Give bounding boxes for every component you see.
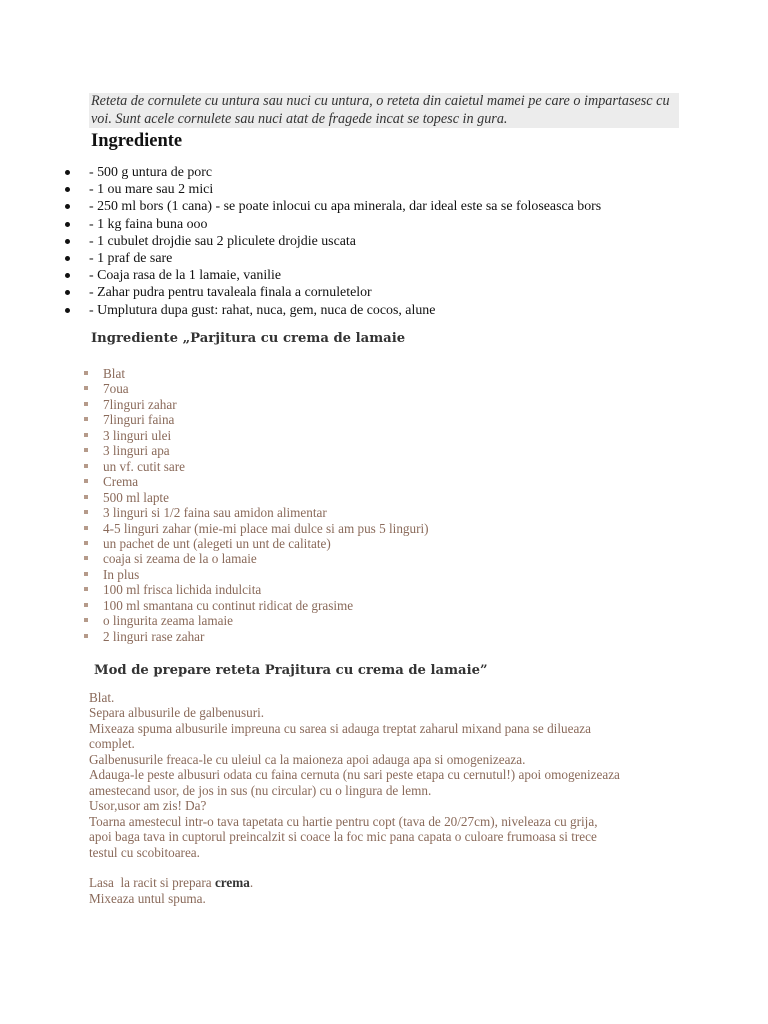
preparation-line: Galbenusurile freaca-le cu uleiul ca la maioneza apoi adauga apa si omogenizeaza. xyxy=(89,751,526,767)
cake-ingredient-item xyxy=(0,629,429,644)
cake-ingredients-heading: Ingrediente „Parjitura cu crema de lamaie xyxy=(91,331,406,346)
cake-ingredient-text: un vf. cutit sare xyxy=(103,458,186,474)
square-bullet-icon xyxy=(84,587,88,591)
ingredient-text: - 250 ml bors (1 cana) - se poate inlocui cu apa minerala, dar ideal este sa se foloseasca bors xyxy=(89,199,602,215)
square-bullet-icon xyxy=(84,572,88,576)
bullet-icon xyxy=(65,222,70,227)
crema-line xyxy=(89,875,689,890)
cake-ingredient-text: o lingurita zeama lamaie xyxy=(103,613,233,629)
cake-ingredient-item xyxy=(0,428,429,443)
preparation-line: testul cu scobitoarea. xyxy=(89,844,200,860)
preparation-line: Adauga-le peste albusuri odata cu faina cernuta (nu sari peste etapa cu cernutul!) apoi omogenizeaza xyxy=(89,767,620,783)
bullet-icon xyxy=(65,204,70,209)
bullet-icon xyxy=(65,290,70,295)
ingredients-heading: Ingrediente xyxy=(91,131,183,151)
crema-word: crema xyxy=(214,875,250,891)
bullet-icon xyxy=(65,256,70,261)
ingredient-text: - 1 ou mare sau 2 mici xyxy=(89,182,214,198)
ingredient-text: - 1 cubulet drojdie sau 2 pliculete drojdie uscata xyxy=(89,233,356,249)
bullet-icon xyxy=(65,308,70,313)
preparation-line: Blat. xyxy=(89,690,115,705)
cake-ingredient-text: 100 ml frisca lichida indulcita xyxy=(103,582,262,598)
cake-ingredient-text: 3 linguri apa xyxy=(103,443,170,459)
ingredients-list xyxy=(0,164,601,319)
bullet-icon xyxy=(65,273,70,278)
preparation-line: Usor,usor am zis! Da? xyxy=(89,798,207,814)
ingredient-item xyxy=(0,302,601,319)
cake-ingredient-item xyxy=(0,381,429,396)
cake-ingredient-item xyxy=(0,582,429,597)
square-bullet-icon xyxy=(84,526,88,530)
preparation-line: amestecand usor, de jos in sus (nu circular) cu o lingura de lemn. xyxy=(89,782,432,798)
square-bullet-icon xyxy=(84,448,88,452)
square-bullet-icon xyxy=(84,495,88,499)
cake-ingredient-text: un pachet de unt (alegeti un unt de calitate) xyxy=(103,535,331,551)
cake-ingredient-text: 4-5 linguri zahar (mie-mi place mai dulce si am pus 5 linguri) xyxy=(103,520,429,536)
ingredient-text: - Umplutura dupa gust: rahat, nuca, gem, nuca de cocos, alune xyxy=(89,302,436,318)
bullet-icon xyxy=(65,239,70,244)
cake-ingredient-item xyxy=(0,598,429,613)
preparation-line: apoi baga tava in cuptorul preincalzit si coace la foc mic pana capata o culoare frumoasa si trece xyxy=(89,829,597,845)
cake-ingredient-item xyxy=(0,459,429,474)
preparation-line xyxy=(89,860,689,875)
ingredient-text: - Zahar pudra pentru tavaleala finala a cornuletelor xyxy=(89,285,372,301)
cake-ingredient-item xyxy=(0,551,429,566)
preparation-line: Mixeaza spuma albusurile impreuna cu sarea si adauga treptat zaharul mixand pana se dilueaza xyxy=(89,720,592,736)
cake-ingredient-item xyxy=(0,536,429,551)
square-bullet-icon xyxy=(84,556,88,560)
cake-ingredient-text: 7oua xyxy=(103,381,129,397)
ingredient-item xyxy=(0,284,601,301)
cake-ingredient-text: Blat xyxy=(103,366,125,381)
ingredient-text: - 500 g untura de porc xyxy=(89,165,213,180)
square-bullet-icon xyxy=(84,464,88,468)
square-bullet-icon xyxy=(84,510,88,514)
square-bullet-icon xyxy=(84,603,88,607)
ingredient-item xyxy=(0,164,601,181)
preparation-line: complet. xyxy=(89,736,135,752)
cake-ingredient-text: 3 linguri ulei xyxy=(103,427,172,443)
preparation-line: Toarna amestecul intr-o tava tapetata cu hartie pentru copt (tava de 20/27cm), niveleaza cu grija, xyxy=(89,813,598,829)
preparation-text xyxy=(89,690,689,906)
square-bullet-icon xyxy=(84,634,88,638)
ingredient-text: - 1 kg faina buna ooo xyxy=(89,216,208,232)
cake-ingredient-item xyxy=(0,505,429,520)
square-bullet-icon xyxy=(84,618,88,622)
cake-ingredient-text: Crema xyxy=(103,474,139,490)
cake-ingredient-item xyxy=(0,366,429,381)
ingredient-item xyxy=(0,267,601,284)
cake-ingredient-text: 2 linguri rase zahar xyxy=(103,628,205,644)
intro-paragraph: Reteta de cornulete cu untura sau nuci cu untura, o reteta din caietul mamei pe care o impartasesc cu voi. Sunt acele cornulete sau nuci atat de fragede incat se topesc in gura. xyxy=(89,93,679,128)
ingredient-item xyxy=(0,216,601,233)
preparation-line: Mixeaza untul spuma. xyxy=(89,890,206,906)
cake-ingredient-text: 3 linguri si 1/2 faina sau amidon alimentar xyxy=(103,505,327,521)
square-bullet-icon xyxy=(84,541,88,545)
ingredient-text: - Coaja rasa de la 1 lamaie, vanilie xyxy=(89,268,282,284)
preparation-line: Separa albusurile de galbenusuri. xyxy=(89,705,265,721)
square-bullet-icon xyxy=(84,417,88,421)
square-bullet-icon xyxy=(84,386,88,390)
bullet-icon xyxy=(65,187,70,192)
cake-ingredient-item xyxy=(0,567,429,582)
cake-ingredient-text: 500 ml lapte xyxy=(103,489,169,505)
cake-ingredient-item xyxy=(0,613,429,628)
ingredient-item xyxy=(0,181,601,198)
cake-ingredient-item xyxy=(0,474,429,489)
square-bullet-icon xyxy=(84,402,88,406)
bullet-icon xyxy=(65,170,70,175)
cake-ingredient-text: In plus xyxy=(103,566,140,582)
crema-prefix: Lasa la racit si prepara xyxy=(89,875,215,891)
ingredient-text: - 1 praf de sare xyxy=(89,251,173,267)
square-bullet-icon xyxy=(84,433,88,437)
ingredient-item xyxy=(0,250,601,267)
cake-ingredient-item xyxy=(0,443,429,458)
square-bullet-icon xyxy=(84,371,88,375)
cake-ingredient-item xyxy=(0,490,429,505)
crema-suffix: . xyxy=(249,875,254,891)
preparation-heading: Mod de prepare reteta Prajitura cu crema de lamaie” xyxy=(94,663,488,678)
ingredient-item xyxy=(0,198,601,215)
cake-ingredients-list xyxy=(0,366,429,644)
cake-ingredient-text: 7linguri zahar xyxy=(103,396,177,412)
cake-ingredient-item xyxy=(0,412,429,427)
square-bullet-icon xyxy=(84,479,88,483)
cake-ingredient-item xyxy=(0,397,429,412)
cake-ingredient-item xyxy=(0,521,429,536)
cake-ingredient-text: 100 ml smantana cu continut ridicat de grasime xyxy=(103,597,354,613)
ingredient-item xyxy=(0,233,601,250)
cake-ingredient-text: 7linguri faina xyxy=(103,412,175,428)
cake-ingredient-text: coaja si zeama de la o lamaie xyxy=(103,551,257,567)
